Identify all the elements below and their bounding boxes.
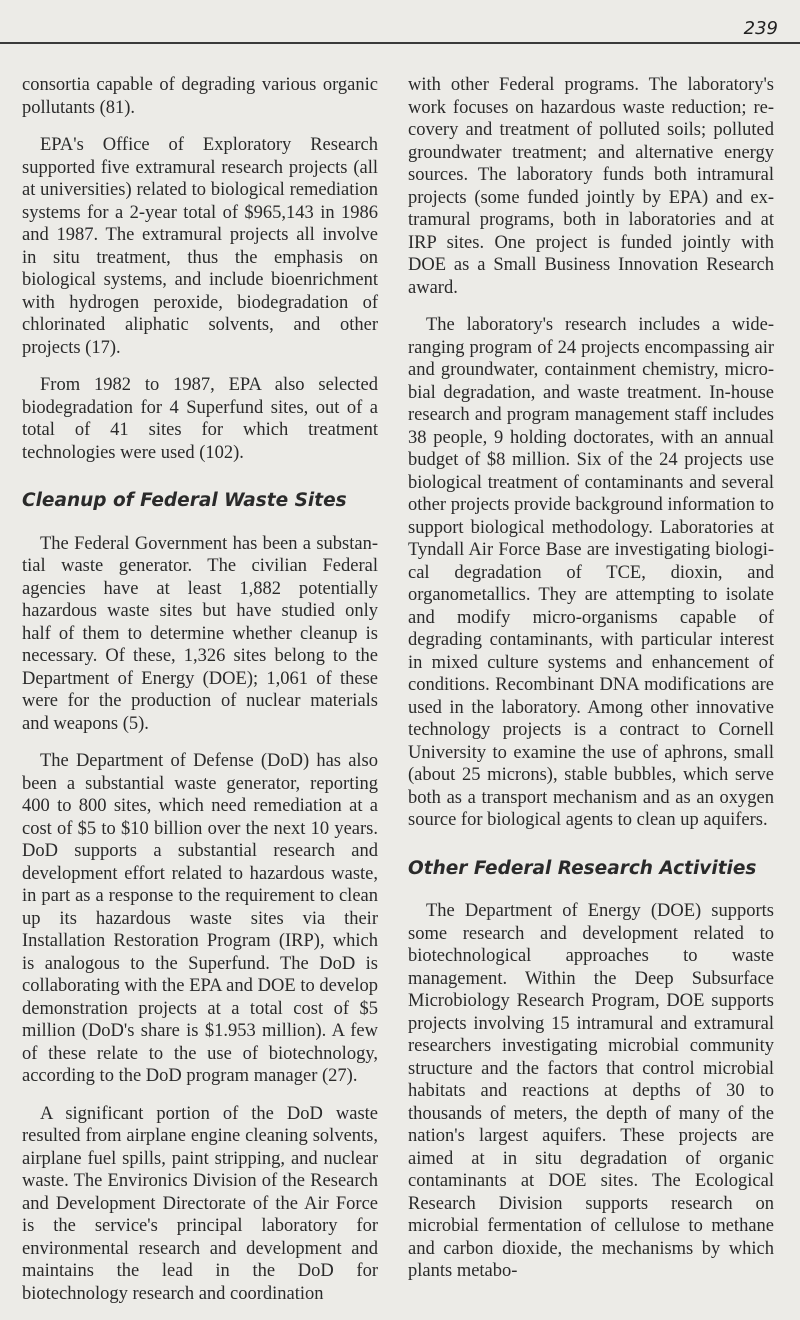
section-heading: Cleanup of Federal Waste Sites: [22, 490, 347, 511]
paragraph: The Federal Government has been a substantial waste generator. The civilian Federal agencies have at least 1,882 potentially hazardous waste sites but have studied only half of them to determine whether cleanup is necessary. Of these, 1,326 sites belong to the Department of Energy (DOE); 1,061 of these were for the production of nuclear materials and weapons (5).: [22, 533, 378, 734]
paragraph: A significant portion of the DoD waste resulted from airplane engine cleaning solvents, airplane fuel spills, paint stripping, and nuclear waste. The Environics Division of the Research and Development Directorate of the Air Force is the service's principal laboratory for environmental research and development and maintains the lead in the DoD for biotechnology research and coordination: [22, 1103, 378, 1304]
paragraph: The Department of Defense (DoD) has also been a substantial waste generator, reporting 400 to 800 sites, which need remediation at a cost of $5 to $10 billion over the next 10 years. DoD supports a substantial research and development effort related to hazardous waste, in part as a response to the requirement to clean up its hazardous waste sites via their Installation Restoration Program (IRP), which is analogous to the Superfund. The DoD is collaborating with the EPA and DOE to develop demonstration projects at a total cost of $5 million (DoD's share is $1.953 million). A few of these relate to the use of biotechnology, according to the DoD program manager (27).: [22, 751, 378, 1086]
header-rule: [0, 42, 800, 44]
paragraph: with other Federal programs. The laboratory's work focuses on hazardous waste reduction; recovery and treatment of polluted soils; polluted groundwater treatment; and alternative energy sources. The laboratory funds both intramural projects (some funded jointly by EPA) and extramural programs, both in laboratories and at IRP sites. One project is funded jointly with DOE as a Small Business Innovation Research award.: [408, 75, 774, 298]
paragraph: The laboratory's research includes a wide-ranging program of 24 projects encompassing air and groundwater, containment chemistry, microbial degradation, and waste treatment. In-house research and program management staff includes 38 people, 9 holding doctorates, with an annual budget of $8 million. Six of the 24 projects use biological treatment of contaminants and several other projects provide background information to support biological methodology. Laboratories at Tyndall Air Force Base are investigating biological degradation of TCE, dioxin, and organometallics. They are attempting to isolate and modify micro-organisms capable of degrading contaminants, with particular interest in mixed culture systems and enhancement of conditions. Recombinant DNA modifications are used in the laboratory. Among other innovative technology projects is a contract to Cornell University to examine the use of aphrons, small (about 25 microns), stable bubbles, which serve both as a transport mechanism and as an oxygen source for biological agents to clean up aquifers.: [408, 315, 774, 830]
page-number: 239: [743, 18, 778, 39]
paragraph: From 1982 to 1987, EPA also selected biodegradation for 4 Superfund sites, out of a total of 41 sites for which treatment technologies were used (102).: [22, 375, 378, 463]
left-column: [22, 74, 378, 1320]
paragraph: The Department of Energy (DOE) supports some research and development related to biotechnological approaches to waste management. Within the Deep Subsurface Microbiology Research Program, DOE supports projects involving 15 intramural and extramural researchers investigating microbial community structure and the factors that control microbial habitats and reactions at depths of 30 to thousands of meters, the depth of many of the nation's largest aquifers. These projects are aimed at in situ degradation of organic contaminants at DOE sites. The Ecological Research Division supports research on microbial fermentation of cellulose to methane and carbon dioxide, the mechanisms by which plants metabo-: [408, 901, 774, 1281]
paragraph: EPA's Office of Exploratory Research supported five extramural research projects (all at universities) related to biological remediation systems for a 2-year total of $965,143 in 1986 and 1987. The extramural projects all involve in situ treatment, thus the emphasis on biological systems, and include bioenrichment with hydrogen peroxide, biodegradation of chlorinated aliphatic solvents, and other projects (17).: [22, 135, 378, 358]
section-heading: Other Federal Research Activities: [408, 857, 757, 879]
paragraph: consortia capable of degrading various organic pollutants (81).: [22, 75, 378, 118]
right-column: [408, 74, 774, 1298]
